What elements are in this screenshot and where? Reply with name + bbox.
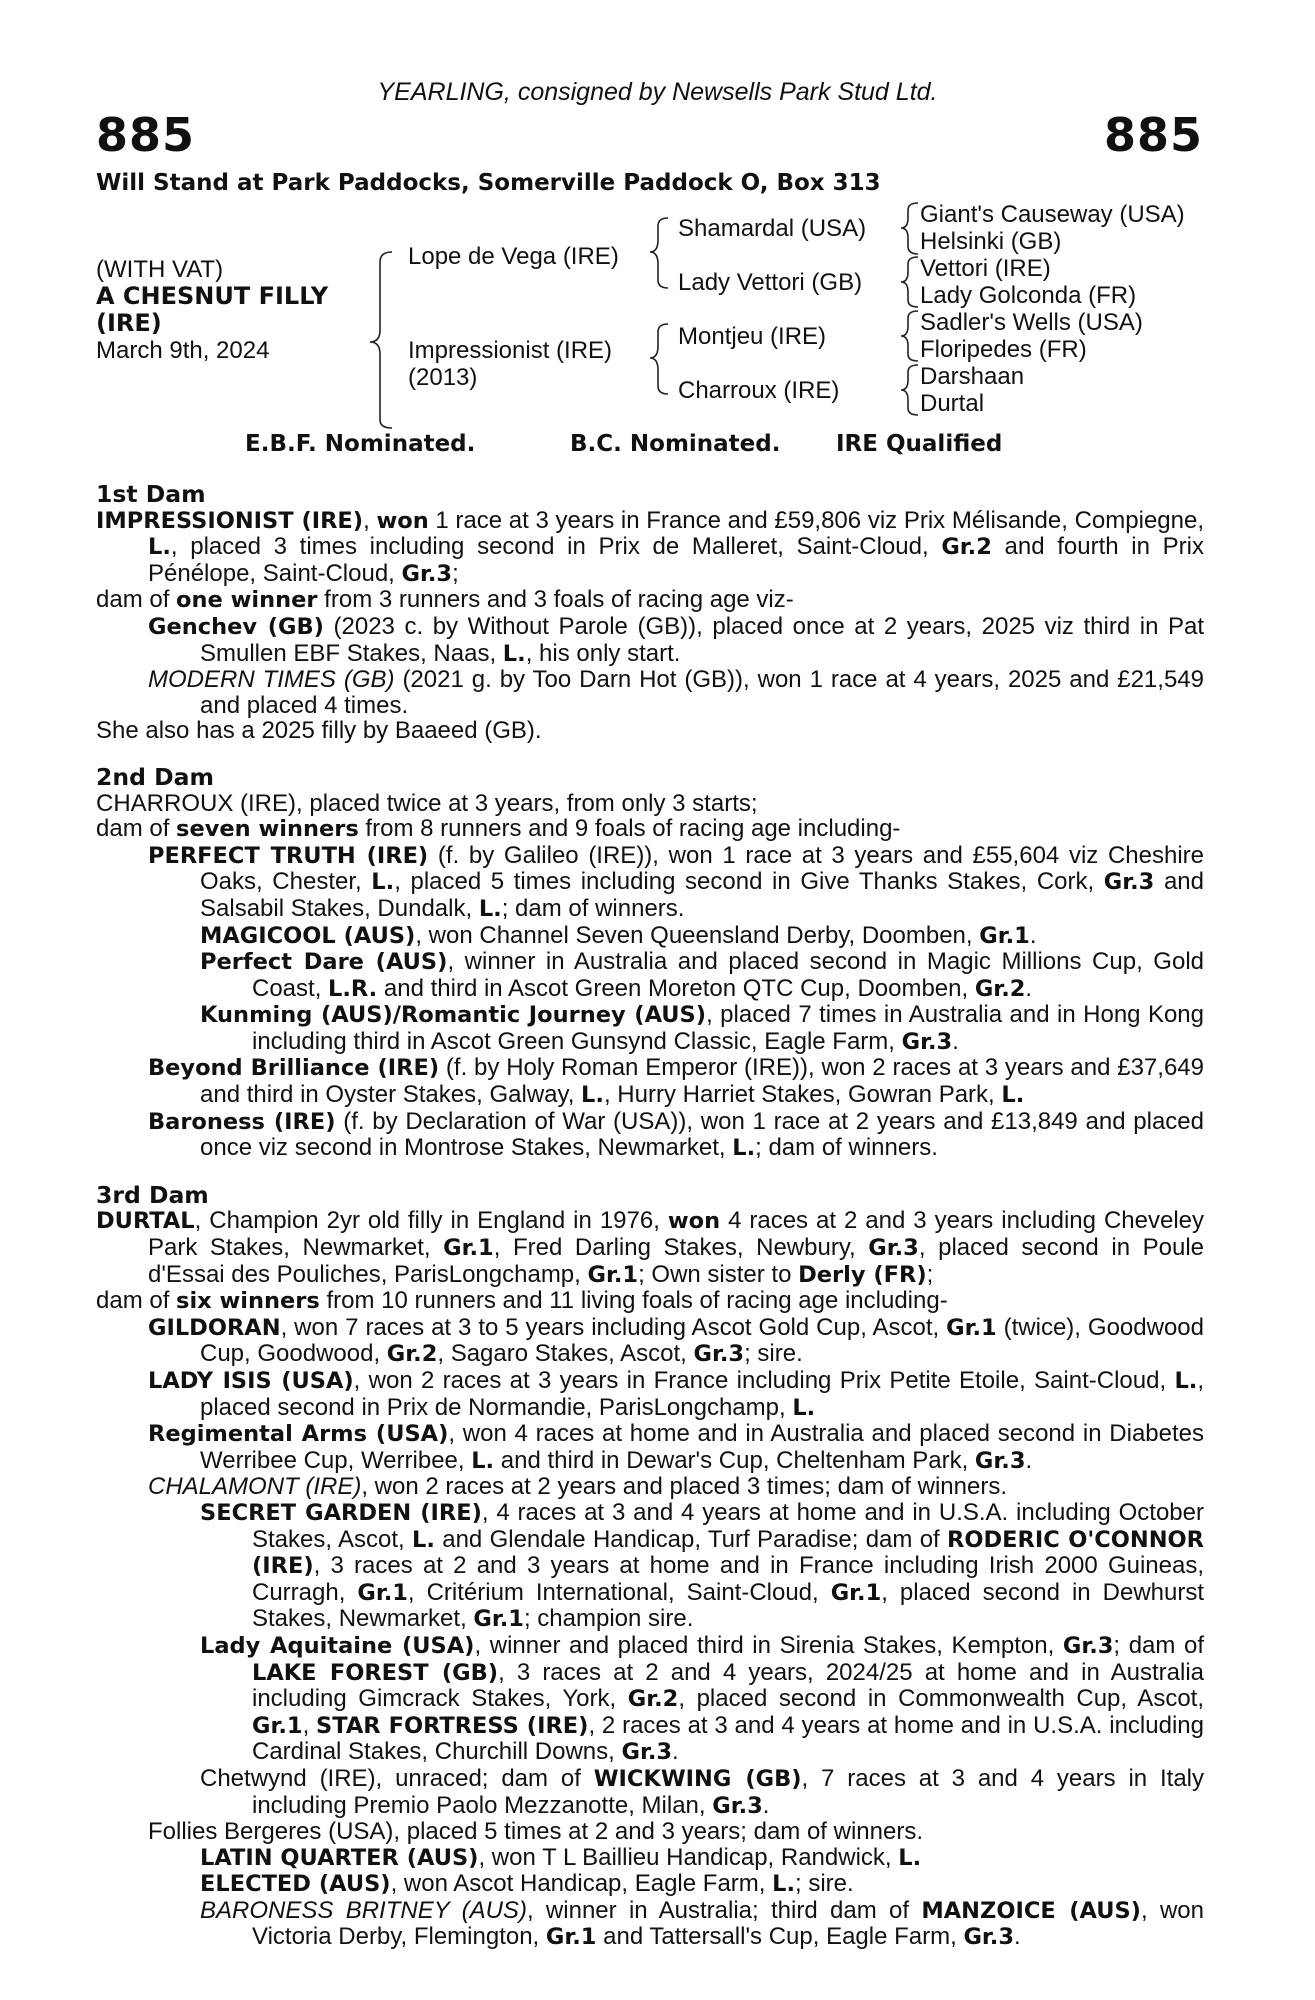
produce-lady-aquitaine: Lady Aquitaine (USA), winner and placed third in Sirenia Stakes, Kempton, Gr.3; dam of LAKE FOREST (GB), 3 races at 2 and 4 years, 2024/25 at home and in Australia including Gimcrack Stakes, York, Gr.2, placed second in Commonwealth Cup, Ascot, Gr.1, STAR FORTRESS (IRE), 2 races at 3 and 4 years at home and in U.S.A. including Cardinal Stakes, Churchill Downs, Gr.3. xyxy=(200,1631,1205,1766)
first-dam-heading: 1st Dam xyxy=(96,480,206,508)
produce-perfect-dare: Perfect Dare (AUS), winner in Australia and placed second in Magic Millions Cup, Gold Coast, L.R. and third in Ascot Green Moreton QTC Cup, Doomben, Gr.2. xyxy=(200,948,1204,1002)
vat-note: (WITH VAT) xyxy=(96,256,224,283)
second-dam-record: CHARROUX (IRE), placed twice at 3 years, from only 3 starts; xyxy=(96,789,758,817)
dam: Impressionist (IRE) xyxy=(408,337,613,364)
consignment-header: YEARLING, consigned by Newsells Park Stud Ltd. xyxy=(377,78,938,106)
brace-dam xyxy=(650,324,668,394)
catalogue-body xyxy=(96,482,1204,1951)
produce-elected: ELECTED (AUS), won Ascot Handicap, Eagle Farm, L.; sire. xyxy=(200,1870,854,1898)
produce-follies-bergeres: Follies Bergeres (USA), placed 5 times at 2 and 3 years; dam of winners. xyxy=(148,1818,924,1846)
third-dam-heading: 3rd Dam xyxy=(96,1180,209,1209)
produce-baroness-britney: BARONESS BRITNEY (AUS), winner in Australia; third dam of MANZOICE (AUS), won Victoria Derby, Flemington, Gr.1 and Tattersall's Cup, Eagle Farm, Gr.3. xyxy=(200,1896,1204,1951)
produce-gildoran: GILDORAN, won 7 races at 3 to 5 years including Ascot Gold Cup, Ascot, Gr.1 (twice), Goodwood Cup, Goodwood, Gr.2, Sagaro Stakes, Ascot, Gr.3; sire. xyxy=(148,1313,1204,1368)
gen3-ssd: Helsinki (GB) xyxy=(920,228,1062,255)
produce-genchev: Genchev (GB) (2023 c. by Without Parole (GB)), placed once at 2 years, 2025 viz third in Pat Smullen EBF Stakes, Naas, L., his only start. xyxy=(148,612,1205,667)
gen3-sds: Vettori (IRE) xyxy=(920,255,1051,282)
brace-sire xyxy=(650,218,668,288)
produce-beyond-brilliance: Beyond Brilliance (IRE) (f. by Holy Roman Emperor (IRE)), won 2 races at 3 years and £37,649 and third in Oyster Stakes, Galway, L., Hurry Harriet Stakes, Gowran Park, L. xyxy=(148,1054,1204,1109)
second-dam-summary: dam of seven winners from 8 runners and 9 foals of racing age including- xyxy=(96,815,901,843)
foaling-date: March 9th, 2024 xyxy=(96,337,270,364)
ebf-nominated: E.B.F. Nominated. xyxy=(245,431,476,457)
dam-year: (2013) xyxy=(408,364,478,391)
produce-modern-times: MODERN TIMES (GB) (2021 g. by Too Darn Hot (GB)), won 1 race at 4 years, 2025 and £21,549 and placed 4 times. xyxy=(148,666,1204,719)
bc-nominated: B.C. Nominated. xyxy=(570,431,781,457)
produce-regimental-arms: Regimental Arms (USA), won 4 races at home and in Australia and placed second in Diabetes Werribee Cup, Werribee, L. and third in Dewar's Cup, Cheltenham Park, Gr.3. xyxy=(148,1420,1204,1474)
second-dam-heading: 2nd Dam xyxy=(96,762,214,791)
third-dam-summary: dam of six winners from 10 runners and 11 living foals of racing age including- xyxy=(96,1287,948,1315)
first-dam-record: IMPRESSIONIST (IRE), won 1 race at 3 years in France and £59,806 viz Prix Mélisande, Compiegne, L., placed 3 times including second in Prix de Malleret, Saint-Cloud, Gr.2 and fourth in Prix Pénélope, Saint-Cloud, Gr.3; xyxy=(96,506,1204,587)
gen3-sss: Giant's Causeway (USA) xyxy=(920,201,1185,228)
dam-dam: Charroux (IRE) xyxy=(678,377,840,404)
produce-latin-quarter: LATIN QUARTER (AUS), won T L Baillieu Handicap, Randwick, L. xyxy=(200,1843,922,1871)
produce-chetwynd: Chetwynd (IRE), unraced; dam of WICKWING (GB), 7 races at 3 and 4 years in Italy including Premio Paolo Mezzanotte, Milan, Gr.3. xyxy=(200,1764,1204,1819)
produce-perfect-truth: PERFECT TRUTH (IRE) (f. by Galileo (IRE)), won 1 race at 3 years and £55,604 viz Cheshire Oaks, Chester, L., placed 5 times including second in Give Thanks Stakes, Cork, Gr.3 and Salsabil Stakes, Dundalk, L.; dam of winners. xyxy=(148,841,1204,922)
produce-lady-isis: LADY ISIS (USA), won 2 races at 3 years in France including Prix Petite Etoile, Saint-Cloud, L., placed second in Prix de Normandie, ParisLongchamp, L. xyxy=(148,1367,1205,1421)
horse-name-line1: A CHESNUT FILLY xyxy=(96,282,329,310)
first-dam-summary: dam of one winner from 3 runners and 3 foals of racing age viz- xyxy=(96,586,794,614)
brace-ss xyxy=(901,203,918,254)
lot-number-left: 885 xyxy=(96,108,196,162)
brace-dd xyxy=(901,365,918,415)
ire-qualified: IRE Qualified xyxy=(836,431,1003,457)
gen3-dss: Sadler's Wells (USA) xyxy=(920,309,1143,336)
third-dam-record: DURTAL, Champion 2yr old filly in England in 1976, won 4 races at 2 and 3 years including Cheveley Park Stakes, Newmarket, Gr.1, Fred Darling Stakes, Newbury, Gr.3, placed second in Poule d'Essai des Pouliches, ParisLongchamp, Gr.1; Own sister to Derly (FR); xyxy=(96,1207,1204,1288)
brace-main xyxy=(370,252,392,428)
sire: Lope de Vega (IRE) xyxy=(408,243,619,270)
sire-dam: Lady Vettori (GB) xyxy=(678,269,863,296)
brace-sd xyxy=(901,257,918,307)
sire-sire: Shamardal (USA) xyxy=(678,215,867,242)
stable-location: Will Stand at Park Paddocks, Somerville Paddock O, Box 313 xyxy=(96,170,881,196)
produce-secret-garden: SECRET GARDEN (IRE), 4 races at 3 and 4 years at home and in U.S.A. including October Stakes, Ascot, L. and Glendale Handicap, Turf Paradise; dam of RODERIC O'CONNOR (IRE), 3 races at 2 and 3 years at home and in France including Irish 2000 Guineas, Curragh, Gr.1, Critérium International, Saint-Cloud, Gr.1, placed second in Dewhurst Stakes, Newmarket, Gr.1; champion sire. xyxy=(200,1498,1205,1633)
first-dam-also: She also has a 2025 filly by Baaeed (GB). xyxy=(96,717,542,745)
produce-magicool: MAGICOOL (AUS), won Channel Seven Queensland Derby, Doomben, Gr.1. xyxy=(200,921,1037,949)
brace-ds xyxy=(901,311,918,361)
gen3-dsd: Floripedes (FR) xyxy=(920,336,1087,363)
produce-kunming: Kunming (AUS)/Romantic Journey (AUS), placed 7 times in Australia and in Hong Kong including third in Ascot Green Gunsynd Classic, Eagle Farm, Gr.3. xyxy=(200,1001,1205,1055)
horse-name-line2: (IRE) xyxy=(96,309,162,337)
gen3-ddd: Durtal xyxy=(920,390,985,417)
lot-number-right: 885 xyxy=(1103,108,1203,162)
dam-sire: Montjeu (IRE) xyxy=(678,323,827,350)
produce-baroness: Baroness (IRE) (f. by Declaration of War (USA)), won 1 race at 2 years and £13,849 and placed once viz second in Montrose Stakes, Newmarket, L.; dam of winners. xyxy=(148,1107,1204,1162)
gen3-sdd: Lady Golconda (FR) xyxy=(920,282,1137,309)
gen3-dds: Darshaan xyxy=(920,363,1025,390)
produce-chalamont: CHALAMONT (IRE), won 2 races at 2 years and placed 3 times; dam of winners. xyxy=(148,1473,1007,1501)
